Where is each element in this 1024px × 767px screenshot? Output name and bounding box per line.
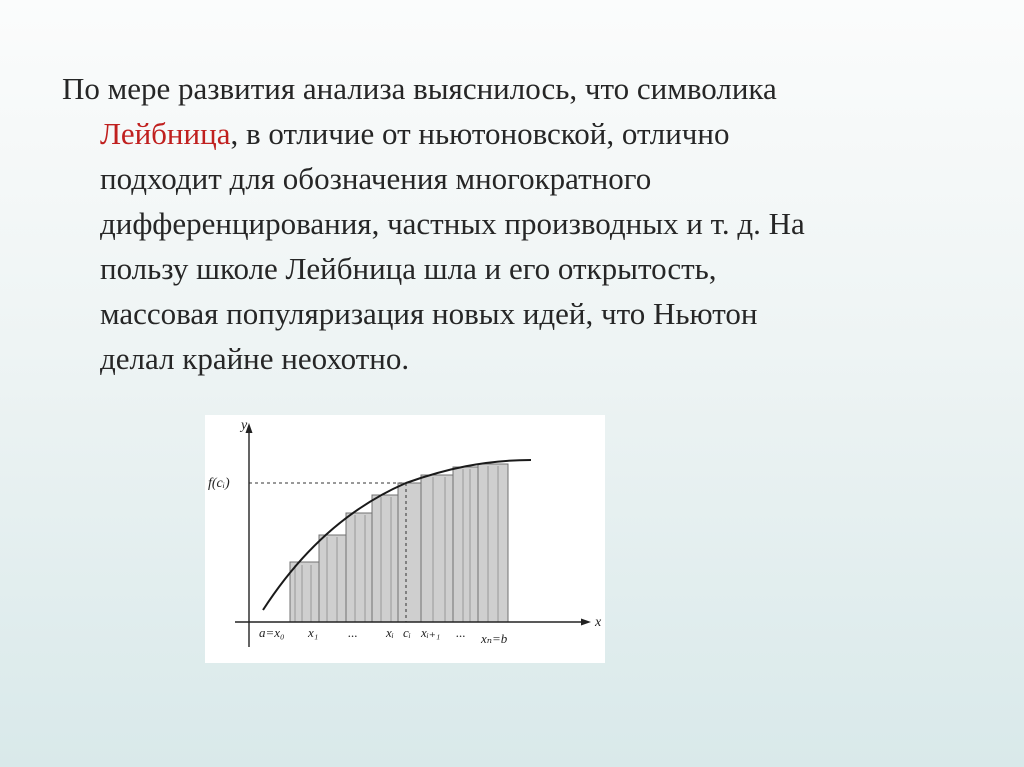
f-ci-label: f(cᵢ) <box>208 476 230 491</box>
paragraph-line-4: дифференцирования, частных производных и т. д. На <box>100 206 805 241</box>
riemann-rect-7 <box>453 467 478 622</box>
paragraph-line-3: подходит для обозначения многократного <box>100 161 652 196</box>
riemann-sum-diagram <box>205 415 605 663</box>
paragraph-line-5: пользу школе Лейбница шла и его открытость, <box>100 251 717 286</box>
paragraph-line-2-rest: , в отличие от ньютоновской, отлично <box>230 116 730 151</box>
tick-label-xi: xᵢ <box>386 625 394 640</box>
riemann-rect-5 <box>398 483 421 622</box>
riemann-rect-8 <box>478 464 508 622</box>
paragraph-line-1: По мере развития анализа выяснилось, что символика <box>62 71 777 106</box>
tick-label-xi-plus-1: xᵢ₊₁ <box>421 625 441 640</box>
paragraph-line-2 <box>62 116 729 151</box>
y-axis-label: y <box>241 418 248 433</box>
x-axis-arrow <box>581 619 591 626</box>
tick-label-xn-b: xₙ=b <box>481 631 508 646</box>
riemann-rect-3 <box>346 513 372 622</box>
riemann-rect-4 <box>372 495 398 622</box>
tick-label-ci: cᵢ <box>403 625 411 640</box>
riemann-rect-2 <box>319 535 346 622</box>
paragraph-line-6: массовая популяризация новых идей, что Ньютон <box>100 296 758 331</box>
tick-label-a-x0: a=x₀ <box>259 625 285 640</box>
rectangles-group <box>290 464 508 622</box>
leibniz-highlight: Лейбница <box>100 116 231 151</box>
x-axis-label: x <box>595 615 602 630</box>
riemann-sum-figure <box>205 415 605 663</box>
tick-label-dots-1: ... <box>348 625 358 640</box>
main-paragraph <box>62 66 962 381</box>
tick-label-x1: x₁ <box>308 625 319 640</box>
riemann-rect-1 <box>290 562 319 622</box>
riemann-rect-6 <box>421 475 453 622</box>
paragraph-line-7: делал крайне неохотно. <box>100 341 410 376</box>
tick-label-dots-2: ... <box>456 625 466 640</box>
